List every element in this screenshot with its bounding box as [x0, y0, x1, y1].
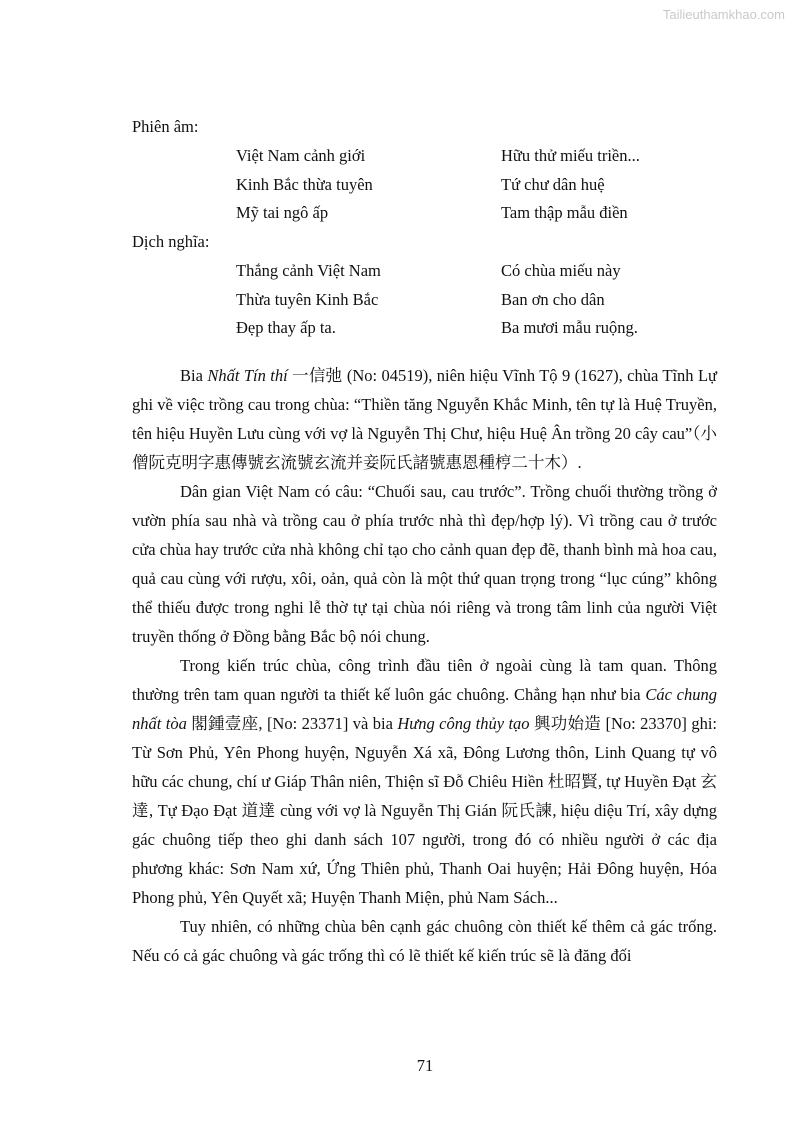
- phien-am-line-3-left: Mỹ tai ngô ấp: [236, 203, 329, 222]
- dich-nghia-line-1-right: Có chùa miếu này: [501, 261, 621, 280]
- dich-nghia-line-3-right: Ba mươi mẫu ruộng.: [501, 318, 638, 337]
- dich-nghia-line-2-right: Ban ơn cho dân: [501, 290, 605, 309]
- para1-text-2: 一信弛 (No: 04519), niên hiệu Vĩnh Tộ 9 (1627), chùa Tĩnh Lự ghi về việc trồng cau trong chùa: “Thiền tăng Nguyễn Khắc Minh, tên tự là Huệ Truyền, tên hiệu Huyền Lưu cùng với vợ là Nguyễn Thị Chư, hiệu Huệ Ân trồng 20 cây cau”（小僧阮克明字惠傳號玄流號玄流并妾阮氏諸號惠恩種梈二十木）.: [132, 366, 717, 472]
- para3-text-1: Trong kiến trúc chùa, công trình đầu tiên ở ngoài cùng là tam quan. Thông thường trên tam quan người ta thiết kế luôn gác chuông. Chẳng hạn như bia: [132, 656, 717, 704]
- para3-text-2: 閣鍾壹座, [No: 23371] và bia: [186, 714, 398, 733]
- phien-am-line-2-right: Tứ chư dân huệ: [501, 175, 605, 194]
- body-text: [132, 361, 717, 970]
- phien-am-line-1-right: Hữu thử miếu triền...: [501, 146, 640, 165]
- para1-text-1: Bia: [180, 366, 208, 385]
- phien-am-line-2-left: Kinh Bắc thừa tuyên: [236, 175, 373, 194]
- dich-nghia-line-1-left: Thắng cảnh Việt Nam: [236, 261, 381, 280]
- para3-text-3: 興功始造 [No: 23370] ghi: Từ Sơn Phủ, Yên Phong huyện, Nguyễn Xá xã, Đông Lương thôn, Linh Quang tự vô hữu các chung, chí ư Giáp Thân niên, Thiện sĩ Đỗ Chiêu Hiền 杜昭賢, tự Huyền Đạt 玄達, Tự Đạo Đạt 道達 cùng với vợ là Nguyễn Thị Gián 阮氏諫, hiệu diệu Trí, xây dựng gác chuông tiếp theo ghi danh sách 107 người, trong đó có nhiều người ở các địa phương khác: Sơn Nam xứ, Ứng Thiên phủ, Thanh Oai huyện; Hải Đông huyện, Hóa Phong phủ, Yên Quyết xã; Huyện Thanh Miện, phủ Nam Sách...: [132, 714, 717, 907]
- phien-am-line-1-left: Việt Nam cảnh giới: [236, 146, 366, 165]
- paragraph-stele-nhat-tin-thi: [132, 361, 717, 477]
- dich-nghia-line-3-left: Đẹp thay ấp ta.: [236, 318, 336, 337]
- paragraph-drum-tower: Tuy nhiên, có những chùa bên cạnh gác chuông còn thiết kế thêm cả gác trống. Nếu có cả gác chuông và gác trống thì có lẽ thiết kế kiến trúc sẽ là đăng đối: [132, 917, 717, 965]
- watermark: Tailieuthamkhao.com: [662, 7, 785, 22]
- dich-nghia-line-2-left: Thừa tuyên Kinh Bắc: [236, 290, 379, 309]
- paragraph-folk-saying: Dân gian Việt Nam có câu: “Chuối sau, cau trước”. Trồng chuối thường trồng ở vườn phía sau nhà và trồng cau ở phía trước nhà thì đẹp/hợp lý). Vì trồng cau ở trước cửa chùa hay trước cửa nhà không chỉ tạo cho cảnh quan đẹp đẽ, thanh bình mà hoa cau, quả cau cùng với rượu, xôi, oản, quả còn là một thứ quan trọng trong “lục cúng” không thể thiếu được trong nghi lễ thờ tự tại chùa nói riêng và trong tâm linh của người Việt truyền thống ở Đồng bằng Bắc bộ nói chung.: [132, 482, 717, 646]
- page-number: 71: [416, 1056, 434, 1075]
- dich-nghia-label: Dịch nghĩa:: [132, 232, 210, 251]
- para1-stele-title: Nhất Tín thí: [207, 366, 288, 385]
- phien-am-line-3-right: Tam thập mẫu điền: [501, 203, 628, 222]
- para3-stele-title-2: Hưng công thủy tạo: [397, 714, 530, 733]
- para3-stele-title-1: Các chung nhất tòa: [132, 685, 718, 733]
- phien-am-label: Phiên âm:: [132, 117, 199, 136]
- paragraph-bell-tower: [132, 651, 717, 912]
